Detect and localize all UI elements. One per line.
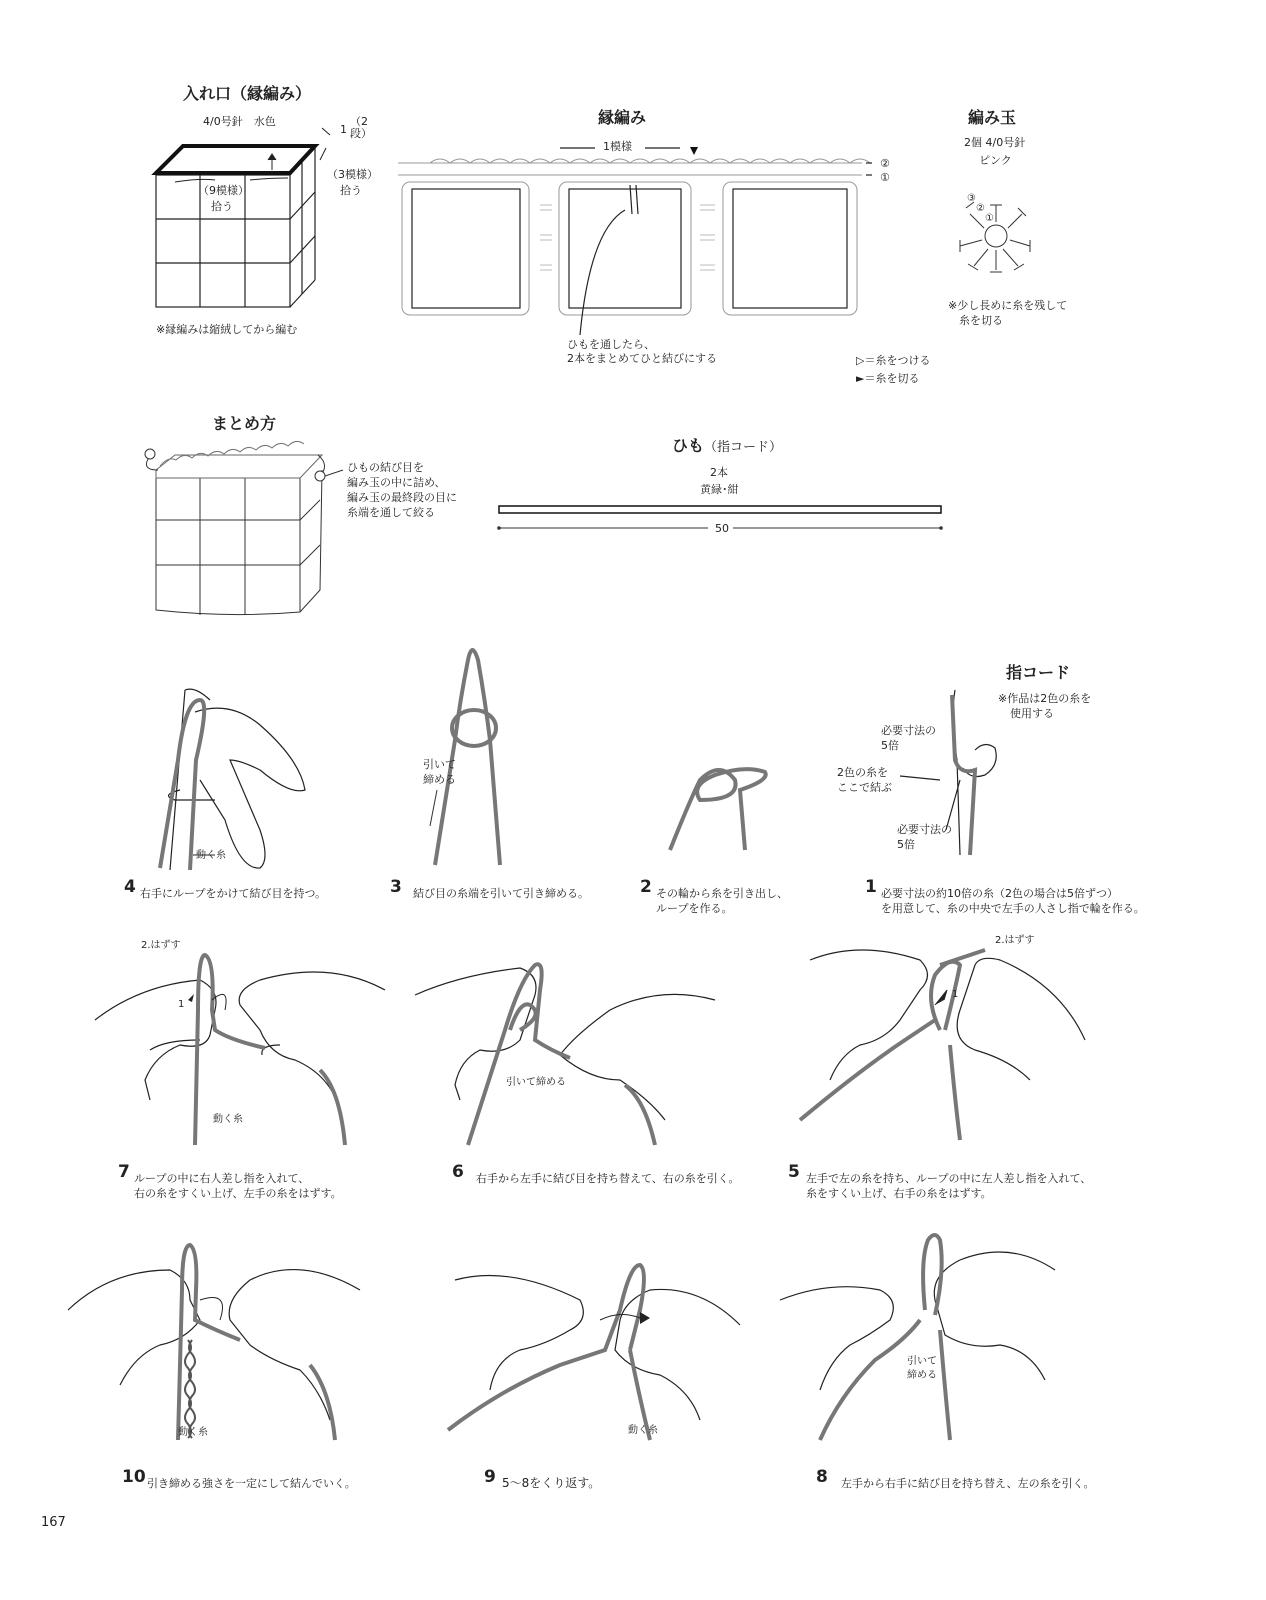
edging-row1: ① (880, 171, 890, 184)
step9-number: 9 (484, 1467, 496, 1487)
step5-arrow-1: 1 (952, 989, 959, 1000)
need-a-1: 必要寸法の (881, 724, 936, 737)
step8-pull-2: 締める (907, 1370, 937, 1381)
step7-caption-1: ループの中に右人差し指を入れて、 (134, 1172, 310, 1185)
step2-caption-2: ループを作る。 (656, 902, 733, 915)
edging-pattern-label: 1模様 (603, 140, 632, 153)
assembly-note-1: ひもの結び目を (347, 461, 424, 474)
cord-color: 黄緑･紺 (700, 483, 739, 496)
edging-row2: ② (880, 157, 890, 170)
finger-cord-note-2: 使用する (1010, 707, 1054, 720)
step1-number: 1 (865, 877, 877, 897)
cord-count: 2本 (710, 466, 728, 479)
step4-number: 4 (124, 877, 136, 897)
ball-note-2: 糸を切る (959, 314, 1003, 327)
tie-2: ここで結ぶ (837, 781, 892, 794)
step6-caption: 右手から左手に結び目を持ち替えて、右の糸を引く。 (476, 1172, 740, 1185)
step5-remove-label: 2.はずす (995, 935, 1035, 946)
step8-caption: 左手から右手に結び目を持ち替え、左の糸を引く。 (841, 1477, 1095, 1490)
ball-row2: ② (976, 203, 985, 214)
entrance-pick3-sub: 拾う (340, 184, 362, 197)
step2-number: 2 (640, 877, 652, 897)
entrance-rows-label: （2段） (350, 115, 372, 140)
step10-illustration (68, 1270, 360, 1420)
step2-caption-1: その輪から糸を引き出し、 (656, 887, 788, 900)
step6-number: 6 (452, 1162, 464, 1182)
step7-arrow-1: 1 (178, 999, 185, 1010)
entrance-needle: 4/0号針 水色 (203, 115, 276, 128)
tie-1: 2色の糸を (837, 766, 888, 779)
step5-number: 5 (788, 1162, 800, 1182)
cord-title-main: ひも (672, 436, 705, 455)
assembly-note-2: 編み玉の中に詰め、 (347, 476, 446, 489)
ball-row1: ① (985, 213, 994, 224)
step5-caption-2: 糸をすくい上げ、右手の糸をはずす。 (806, 1187, 992, 1200)
legend-attach: ▷＝糸をつける (856, 354, 931, 367)
step3-pull-1: 引いて (423, 758, 456, 771)
step3-number: 3 (390, 877, 402, 897)
ball-title: 編み玉 (968, 108, 1017, 127)
edging-note-2: 2本をまとめてひと結びにする (567, 352, 717, 365)
finger-cord-title: 指コード (1006, 663, 1071, 682)
ball-row3: ③ (967, 193, 976, 204)
page-number: 167 (41, 1515, 66, 1530)
edging-note-1: ひもを通したら、 (567, 338, 655, 351)
step3-pull-2: 締める (423, 773, 456, 786)
step4-caption: 右手にループをかけて結び目を持つ。 (140, 887, 327, 900)
step9-caption: 5～8をくり返す。 (502, 1476, 601, 1490)
step10-braid (185, 1340, 195, 1438)
step9-moving-thread: 動く糸 (628, 1425, 658, 1436)
step10-caption: 引き締める強さを一定にして結んでいく。 (147, 1477, 356, 1490)
step9-thread (448, 1265, 650, 1440)
entrance-pick9: （9模様） (198, 184, 249, 197)
entrance-pick9-sub: 拾う (211, 200, 233, 213)
need-b-2: 5倍 (897, 838, 915, 851)
step1-caption-1: 必要寸法の約10倍の糸（2色の場合は5倍ずつ） (881, 887, 1118, 900)
step8-thread (820, 1235, 950, 1440)
step3-caption: 結び目の糸端を引いて引き締める。 (413, 887, 589, 900)
entrance-title: 入れ口（縁編み） (183, 84, 312, 103)
need-b-1: 必要寸法の (897, 823, 952, 836)
step10-number: 10 (122, 1467, 146, 1487)
assembly-note-4: 糸端を通して絞る (347, 506, 435, 519)
entrance-note: ※縁編みは縮絨してから編む (156, 323, 298, 336)
step8-number: 8 (816, 1467, 828, 1487)
step6-pull: 引いて締める (506, 1077, 566, 1088)
step1-caption-2: を用意して、糸の中央で左手の人さし指で輪を作る。 (881, 902, 1145, 915)
cord-title-sub: （指コード） (704, 440, 783, 455)
cord-length: 50 (712, 521, 732, 536)
step7-caption-2: 右の糸をすくい上げ、左手の糸をはずす。 (134, 1187, 342, 1200)
legend-cut: ►＝糸を切る (856, 372, 920, 385)
step10-moving-thread: 動く糸 (178, 1427, 208, 1438)
assembly-title: まとめ方 (212, 414, 277, 433)
assembly-note-3: 編み玉の最終段の目に (347, 491, 457, 504)
step8-pull-1: 引いて (907, 1356, 937, 1367)
finger-cord-note-1: ※作品は2色の糸を (998, 692, 1092, 705)
ball-note-1: ※少し長めに糸を残して (948, 299, 1068, 312)
step5-caption-1: 左手で左の糸を持ち、ループの中に左人差し指を入れて、 (806, 1172, 1092, 1185)
ball-color: ピンク (979, 154, 1012, 167)
entrance-pick3: （3模様） (327, 168, 378, 181)
step7-number: 7 (118, 1162, 130, 1182)
ball-spec: 2個 4/0号針 (964, 136, 1026, 149)
step7-moving-thread: 動く糸 (213, 1114, 243, 1125)
need-a-2: 5倍 (881, 739, 899, 752)
entrance-rows-num: 1 (340, 123, 347, 136)
step4-moving-thread-text: 動く糸 (196, 850, 226, 861)
step7-remove-label: 2.はずす (141, 940, 181, 951)
edging-title: 縁編み (598, 108, 647, 127)
step10-thread (178, 1245, 335, 1440)
